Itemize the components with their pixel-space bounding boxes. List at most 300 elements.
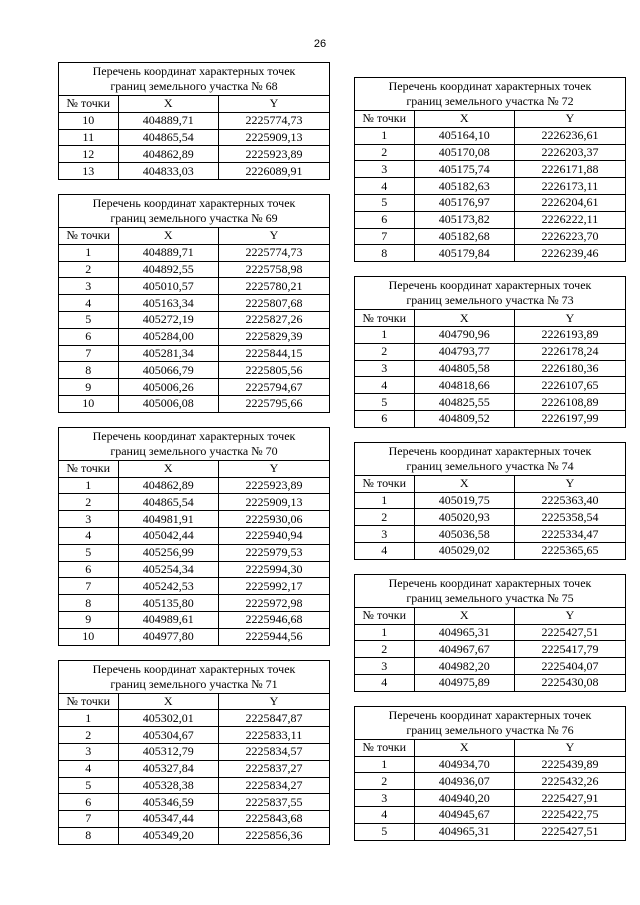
y-coordinate-cell: 2225427,51 [514, 624, 625, 641]
y-coordinate-cell: 2226108,89 [514, 394, 625, 411]
x-coordinate-cell: 404945,67 [414, 806, 514, 823]
table-row [355, 144, 626, 161]
y-coordinate-cell: 2225923,89 [218, 146, 329, 163]
table-row [59, 727, 330, 744]
point-number-cell: 6 [59, 794, 119, 811]
point-number-cell: 5 [355, 194, 415, 211]
coordinates-table [354, 574, 626, 692]
table-title-line2: границ земельного участка № 74 [406, 458, 574, 473]
point-number-cell: 5 [355, 823, 415, 840]
point-number-cell: 10 [59, 628, 119, 645]
coordinates-table [58, 660, 330, 845]
point-number-cell: 3 [355, 658, 415, 675]
y-coordinate-cell: 2225365,65 [514, 542, 625, 559]
table-title [59, 427, 330, 460]
table-title-line1: Перечень координат характерных точек [388, 707, 592, 722]
table-title [59, 194, 330, 227]
table-row [355, 823, 626, 840]
y-coordinate-cell: 2225439,89 [514, 756, 625, 773]
column-header-x: X [414, 739, 514, 756]
column-header-num: № точки [59, 693, 119, 710]
x-coordinate-cell: 405164,10 [414, 127, 514, 144]
column-header-num: № точки [59, 96, 119, 113]
column-header-num: № точки [355, 310, 415, 327]
y-coordinate-cell: 2226203,37 [514, 144, 625, 161]
table-row [355, 343, 626, 360]
x-coordinate-cell: 405006,26 [118, 379, 218, 396]
x-coordinate-cell: 405347,44 [118, 811, 218, 828]
y-coordinate-cell: 2225794,67 [218, 379, 329, 396]
point-number-cell: 3 [355, 360, 415, 377]
table-title [355, 706, 626, 739]
table-title-row [59, 660, 330, 693]
table-title-line2: границ земельного участка № 68 [110, 79, 278, 93]
table-row [59, 794, 330, 811]
table-title-line2: границ земельного участка № 69 [110, 210, 278, 225]
table-title-line2: границ земельного участка № 71 [110, 676, 278, 691]
y-coordinate-cell: 2225994,30 [218, 561, 329, 578]
point-number-cell: 4 [355, 377, 415, 394]
y-coordinate-cell: 2225909,13 [218, 129, 329, 146]
y-coordinate-cell: 2225843,68 [218, 811, 329, 828]
y-coordinate-cell: 2225417,79 [514, 641, 625, 658]
table-row [59, 244, 330, 261]
table-title-line1: Перечень координат характерных точек [388, 79, 592, 93]
point-number-cell: 9 [59, 379, 119, 396]
table-row [59, 129, 330, 146]
table-row [59, 760, 330, 777]
x-coordinate-cell: 405029,02 [414, 542, 514, 559]
y-coordinate-cell: 2225829,39 [218, 328, 329, 345]
x-coordinate-cell: 404809,52 [414, 410, 514, 427]
point-number-cell: 2 [59, 494, 119, 511]
table-row [355, 377, 626, 394]
y-coordinate-cell: 2225422,75 [514, 806, 625, 823]
table-title [59, 660, 330, 693]
point-number-cell: 2 [355, 641, 415, 658]
y-coordinate-cell: 2225944,56 [218, 628, 329, 645]
y-coordinate-cell: 2225827,26 [218, 311, 329, 328]
x-coordinate-cell: 405173,82 [414, 211, 514, 228]
x-coordinate-cell: 404862,89 [118, 477, 218, 494]
coordinates-table [58, 427, 330, 646]
column-header-y: Y [218, 227, 329, 244]
x-coordinate-cell: 405302,01 [118, 710, 218, 727]
table-title-line2: границ земельного участка № 76 [406, 722, 574, 737]
x-coordinate-cell: 404967,67 [414, 641, 514, 658]
y-coordinate-cell: 2225430,08 [514, 674, 625, 691]
table-row [355, 624, 626, 641]
x-coordinate-cell: 405042,44 [118, 527, 218, 544]
point-number-cell: 5 [59, 777, 119, 794]
y-coordinate-cell: 2225923,89 [218, 477, 329, 494]
x-coordinate-cell: 404889,71 [118, 112, 218, 129]
table-row [59, 112, 330, 129]
table-row [59, 311, 330, 328]
table-row [59, 827, 330, 844]
y-coordinate-cell: 2225363,40 [514, 492, 625, 509]
x-coordinate-cell: 405327,84 [118, 760, 218, 777]
point-number-cell: 1 [355, 492, 415, 509]
y-coordinate-cell: 2225930,06 [218, 511, 329, 528]
point-number-cell: 1 [355, 756, 415, 773]
y-coordinate-cell: 2225334,47 [514, 526, 625, 543]
table-header-row [59, 460, 330, 477]
table-row [59, 163, 330, 180]
x-coordinate-cell: 404818,66 [414, 377, 514, 394]
column-header-y: Y [218, 460, 329, 477]
point-number-cell: 8 [59, 362, 119, 379]
x-coordinate-cell: 404889,71 [118, 244, 218, 261]
table-row [59, 527, 330, 544]
table-title-line2: границ земельного участка № 70 [110, 443, 278, 458]
point-number-cell: 11 [59, 129, 119, 146]
table-row [355, 228, 626, 245]
table-row [355, 492, 626, 509]
y-coordinate-cell: 2226223,70 [514, 228, 625, 245]
column-header-y: Y [514, 607, 625, 624]
table-header-row [59, 227, 330, 244]
y-coordinate-cell: 2226089,91 [218, 163, 329, 180]
x-coordinate-cell: 405175,74 [414, 161, 514, 178]
table-row [355, 641, 626, 658]
y-coordinate-cell: 2225432,26 [514, 773, 625, 790]
coordinates-table [354, 706, 626, 841]
y-coordinate-cell: 2225758,98 [218, 261, 329, 278]
table-row [355, 326, 626, 343]
y-coordinate-cell: 2226171,88 [514, 161, 625, 178]
x-coordinate-cell: 404793,77 [414, 343, 514, 360]
x-coordinate-cell: 405176,97 [414, 194, 514, 211]
point-number-cell: 4 [355, 806, 415, 823]
point-number-cell: 1 [59, 710, 119, 727]
x-coordinate-cell: 405328,38 [118, 777, 218, 794]
table-row [59, 295, 330, 312]
table-row [59, 328, 330, 345]
point-number-cell: 2 [59, 727, 119, 744]
table-title-row [355, 78, 626, 111]
table-row [59, 811, 330, 828]
point-number-cell: 13 [59, 163, 119, 180]
column-header-y: Y [218, 693, 329, 710]
x-coordinate-cell: 405019,75 [414, 492, 514, 509]
x-coordinate-cell: 405010,57 [118, 278, 218, 295]
column-header-num: № точки [355, 111, 415, 128]
y-coordinate-cell: 2226239,46 [514, 245, 625, 262]
column-header-x: X [414, 475, 514, 492]
y-coordinate-cell: 2225807,68 [218, 295, 329, 312]
y-coordinate-cell: 2225834,57 [218, 743, 329, 760]
point-number-cell: 9 [59, 611, 119, 628]
right-column [354, 77, 626, 855]
table-row [59, 379, 330, 396]
column-header-y: Y [514, 475, 625, 492]
x-coordinate-cell: 405254,34 [118, 561, 218, 578]
y-coordinate-cell: 2225404,07 [514, 658, 625, 675]
table-title [355, 574, 626, 607]
table-row [59, 595, 330, 612]
table-row [59, 628, 330, 645]
point-number-cell: 2 [355, 343, 415, 360]
point-number-cell: 7 [355, 228, 415, 245]
table-title-line2: границ земельного участка № 73 [406, 293, 574, 308]
point-number-cell: 8 [355, 245, 415, 262]
y-coordinate-cell: 2225844,15 [218, 345, 329, 362]
table-title [355, 442, 626, 475]
y-coordinate-cell: 2225847,87 [218, 710, 329, 727]
table-header-row [355, 111, 626, 128]
x-coordinate-cell: 404981,91 [118, 511, 218, 528]
table-title-line1: Перечень координат характерных точек [92, 428, 296, 443]
column-header-x: X [118, 693, 218, 710]
x-coordinate-cell: 405312,79 [118, 743, 218, 760]
point-number-cell: 5 [59, 544, 119, 561]
x-coordinate-cell: 404965,31 [414, 624, 514, 641]
x-coordinate-cell: 404975,89 [414, 674, 514, 691]
table-title-row [59, 63, 330, 96]
point-number-cell: 2 [355, 773, 415, 790]
point-number-cell: 12 [59, 146, 119, 163]
table-row [355, 658, 626, 675]
x-coordinate-cell: 404989,61 [118, 611, 218, 628]
table-title-row [355, 442, 626, 475]
point-number-cell: 1 [355, 624, 415, 641]
point-number-cell: 3 [59, 278, 119, 295]
x-coordinate-cell: 405182,68 [414, 228, 514, 245]
y-coordinate-cell: 2225979,53 [218, 544, 329, 561]
point-number-cell: 4 [355, 674, 415, 691]
page-number: 26 [313, 38, 327, 50]
left-column [58, 62, 330, 859]
table-row [355, 509, 626, 526]
coordinates-table [354, 276, 626, 428]
table-row [59, 611, 330, 628]
x-coordinate-cell: 405304,67 [118, 727, 218, 744]
x-coordinate-cell: 404940,20 [414, 790, 514, 807]
point-number-cell: 7 [59, 811, 119, 828]
y-coordinate-cell: 2225940,94 [218, 527, 329, 544]
table-header-row [355, 607, 626, 624]
x-coordinate-cell: 405179,84 [414, 245, 514, 262]
table-header-row [355, 310, 626, 327]
x-coordinate-cell: 405135,80 [118, 595, 218, 612]
table-row [59, 261, 330, 278]
point-number-cell: 3 [355, 161, 415, 178]
table-row [355, 410, 626, 427]
x-coordinate-cell: 404865,54 [118, 129, 218, 146]
y-coordinate-cell: 2225972,98 [218, 595, 329, 612]
column-header-y: Y [218, 96, 329, 113]
table-title-line1: Перечень координат характерных точек [388, 575, 592, 590]
x-coordinate-cell: 405242,53 [118, 578, 218, 595]
y-coordinate-cell: 2225833,11 [218, 727, 329, 744]
table-row [355, 161, 626, 178]
table-row [59, 345, 330, 362]
point-number-cell: 2 [59, 261, 119, 278]
y-coordinate-cell: 2225358,54 [514, 509, 625, 526]
column-header-num: № точки [59, 460, 119, 477]
table-row [59, 578, 330, 595]
table-row [355, 790, 626, 807]
point-number-cell: 10 [59, 112, 119, 129]
table-header-row [59, 96, 330, 113]
x-coordinate-cell: 404982,20 [414, 658, 514, 675]
x-coordinate-cell: 405006,08 [118, 395, 218, 412]
table-row [355, 756, 626, 773]
x-coordinate-cell: 404934,70 [414, 756, 514, 773]
table-row [355, 674, 626, 691]
coordinates-table [354, 77, 626, 262]
table-title-line2: границ земельного участка № 75 [406, 590, 574, 605]
column-header-x: X [118, 227, 218, 244]
y-coordinate-cell: 2226236,61 [514, 127, 625, 144]
table-header-row [59, 693, 330, 710]
column-header-num: № точки [355, 475, 415, 492]
table-title [355, 78, 626, 111]
x-coordinate-cell: 405349,20 [118, 827, 218, 844]
table-title-line1: Перечень координат характерных точек [92, 64, 296, 78]
point-number-cell: 4 [355, 542, 415, 559]
x-coordinate-cell: 404790,96 [414, 326, 514, 343]
table-row [59, 146, 330, 163]
table-header-row [355, 475, 626, 492]
table-title [59, 63, 330, 96]
table-row [59, 544, 330, 561]
x-coordinate-cell: 405036,58 [414, 526, 514, 543]
table-row [355, 211, 626, 228]
table-title-row [59, 194, 330, 227]
y-coordinate-cell: 2226107,65 [514, 377, 625, 394]
column-header-num: № точки [355, 739, 415, 756]
table-row [355, 360, 626, 377]
point-number-cell: 3 [59, 511, 119, 528]
table-row [355, 127, 626, 144]
y-coordinate-cell: 2226222,11 [514, 211, 625, 228]
x-coordinate-cell: 405163,34 [118, 295, 218, 312]
y-coordinate-cell: 2225837,27 [218, 760, 329, 777]
table-row [355, 806, 626, 823]
x-coordinate-cell: 405170,08 [414, 144, 514, 161]
table-title [355, 277, 626, 310]
column-header-x: X [414, 310, 514, 327]
table-title-line2: границ земельного участка № 72 [406, 94, 574, 108]
x-coordinate-cell: 405281,34 [118, 345, 218, 362]
column-header-y: Y [514, 739, 625, 756]
table-row [59, 278, 330, 295]
x-coordinate-cell: 405284,00 [118, 328, 218, 345]
y-coordinate-cell: 2225427,51 [514, 823, 625, 840]
x-coordinate-cell: 404825,55 [414, 394, 514, 411]
point-number-cell: 8 [59, 827, 119, 844]
y-coordinate-cell: 2225946,68 [218, 611, 329, 628]
y-coordinate-cell: 2225837,55 [218, 794, 329, 811]
column-header-y: Y [514, 310, 625, 327]
point-number-cell: 6 [355, 211, 415, 228]
table-row [59, 395, 330, 412]
column-header-num: № точки [355, 607, 415, 624]
point-number-cell: 3 [355, 526, 415, 543]
table-row [355, 245, 626, 262]
point-number-cell: 6 [59, 328, 119, 345]
point-number-cell: 5 [59, 311, 119, 328]
x-coordinate-cell: 405066,79 [118, 362, 218, 379]
x-coordinate-cell: 404892,55 [118, 261, 218, 278]
table-row [59, 494, 330, 511]
coordinates-table [354, 442, 626, 560]
column-header-x: X [414, 111, 514, 128]
point-number-cell: 7 [59, 578, 119, 595]
table-row [59, 777, 330, 794]
y-coordinate-cell: 2226204,61 [514, 194, 625, 211]
point-number-cell: 4 [59, 295, 119, 312]
x-coordinate-cell: 404833,03 [118, 163, 218, 180]
table-row [355, 542, 626, 559]
table-row [355, 526, 626, 543]
y-coordinate-cell: 2225780,21 [218, 278, 329, 295]
y-coordinate-cell: 2225992,17 [218, 578, 329, 595]
table-title-row [355, 277, 626, 310]
x-coordinate-cell: 404862,89 [118, 146, 218, 163]
table-title-line1: Перечень координат характерных точек [388, 278, 592, 293]
table-row [59, 477, 330, 494]
column-header-num: № точки [59, 227, 119, 244]
point-number-cell: 5 [355, 394, 415, 411]
point-number-cell: 1 [355, 326, 415, 343]
x-coordinate-cell: 404805,58 [414, 360, 514, 377]
y-coordinate-cell: 2225795,66 [218, 395, 329, 412]
point-number-cell: 3 [355, 790, 415, 807]
x-coordinate-cell: 405256,99 [118, 544, 218, 561]
point-number-cell: 2 [355, 144, 415, 161]
point-number-cell: 6 [59, 561, 119, 578]
table-row [59, 710, 330, 727]
y-coordinate-cell: 2225856,36 [218, 827, 329, 844]
y-coordinate-cell: 2225427,91 [514, 790, 625, 807]
y-coordinate-cell: 2225834,27 [218, 777, 329, 794]
x-coordinate-cell: 405182,63 [414, 178, 514, 195]
y-coordinate-cell: 2226173,11 [514, 178, 625, 195]
point-number-cell: 6 [355, 410, 415, 427]
table-title-row [59, 427, 330, 460]
table-title-row [355, 706, 626, 739]
point-number-cell: 2 [355, 509, 415, 526]
x-coordinate-cell: 405020,93 [414, 509, 514, 526]
point-number-cell: 1 [59, 244, 119, 261]
y-coordinate-cell: 2225909,13 [218, 494, 329, 511]
y-coordinate-cell: 2226178,24 [514, 343, 625, 360]
column-header-x: X [118, 460, 218, 477]
table-title-line1: Перечень координат характерных точек [92, 661, 296, 676]
x-coordinate-cell: 404936,07 [414, 773, 514, 790]
point-number-cell: 1 [59, 477, 119, 494]
point-number-cell: 4 [59, 527, 119, 544]
table-row [59, 511, 330, 528]
table-title-line1: Перечень координат характерных точек [388, 443, 592, 458]
y-coordinate-cell: 2225774,73 [218, 244, 329, 261]
point-number-cell: 7 [59, 345, 119, 362]
x-coordinate-cell: 404865,54 [118, 494, 218, 511]
point-number-cell: 10 [59, 395, 119, 412]
x-coordinate-cell: 404965,31 [414, 823, 514, 840]
column-header-y: Y [514, 111, 625, 128]
table-row [355, 773, 626, 790]
table-row [59, 743, 330, 760]
point-number-cell: 3 [59, 743, 119, 760]
table-title-row [355, 574, 626, 607]
point-number-cell: 1 [355, 127, 415, 144]
y-coordinate-cell: 2225805,56 [218, 362, 329, 379]
x-coordinate-cell: 405272,19 [118, 311, 218, 328]
